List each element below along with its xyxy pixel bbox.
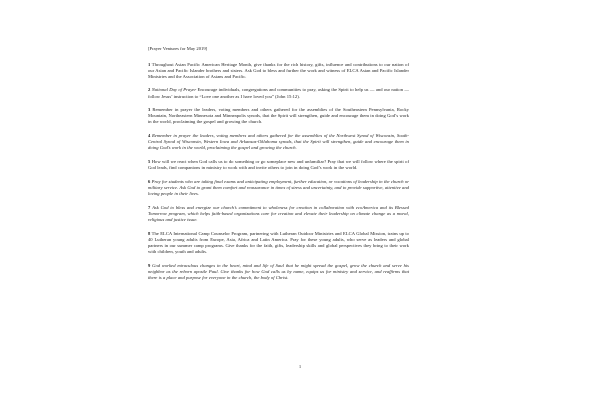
prayer-paragraph	[148, 159, 409, 171]
paragraph-number: 9	[148, 262, 151, 268]
paragraph-number: 3	[148, 107, 151, 113]
paragraph-text: Encourage individuals, congregations and communities to pray, asking the Spirit to help us — and our nation — follow Jesus’ instruction to “Love one another as I have loved you” (John 15:12).	[148, 87, 409, 99]
paragraph-text: Remember in prayer the leaders, voting members and others gathered for the assemblies of the Southeastern Pennsylvania, Rocky Mountain, Northeastern Minnesota and Minneapolis synods, that the Spirit will strengthen, guide and encourage them in doing God’s work in the world, proclaiming the gospel and growing the church.	[148, 107, 409, 125]
page-number: 1	[298, 364, 302, 369]
prayer-paragraph	[148, 231, 409, 255]
prayer-paragraph-list	[148, 62, 409, 281]
prayer-paragraph	[148, 87, 409, 99]
paragraph-text: Pray for students who are taking final exams and anticipating employment, further education, or vocations of leadership in the church or military service. Ask God to grant them comfort and reassurance in times of stress and uncertainty, and to provide supportive, attentive and loving people in their lives.	[148, 178, 409, 196]
prayer-paragraph	[148, 62, 409, 80]
prayer-paragraph	[148, 205, 409, 223]
document-header: [Prayer Ventures for May 2019]	[148, 46, 208, 51]
paragraph-number: 1	[148, 61, 151, 67]
paragraph-text: The ELCA International Camp Counselor Program, partnering with Lutheran Outdoor Ministries and ELCA Global Mission, trains up to 40 Lutheran young adults from Europe, Asia, Africa and Latin America. Pray for these young adults, who serve as leaders and global partners in our summer camp programs. Give thanks for the faith, gifts, leadership skills and global perspectives they bring to their work with children, youth and adults.	[148, 230, 409, 254]
prayer-paragraph	[148, 133, 409, 151]
prayer-paragraph	[148, 107, 409, 125]
paragraph-number: 7	[148, 204, 151, 210]
paragraph-title: National Day of Prayer	[151, 87, 197, 93]
paragraph-number: 8	[148, 230, 151, 236]
paragraph-text: Ask God to bless and energize our church’s commitment to wholeness for creation in collaboration with ecoAmerica and its Blessed Tomorrow program, which helps faith-based organizations care for creation and elevate their leadership on climate change as a moral, religious and justice issue.	[148, 204, 409, 222]
paragraph-text: How will we react when God calls us to do something or go someplace new and unfamiliar? Pray that we will follow where the spirit of God leads, find companions in ministry to work with and invite others to join in doing God’s work in the world.	[148, 159, 409, 171]
paragraph-number: 2	[148, 87, 151, 93]
paragraph-text: God worked miraculous changes in the heart, mind and life of Saul that he might spread the gospel, grow the church and serve his neighbor as the reborn apostle Paul. Give thanks for how God calls us by name, equips us for ministry and service, and reaffirms that there is a place and purpose for everyone in the church, the body of Christ.	[148, 262, 409, 280]
paragraph-text: Throughout Asian Pacific American Heritage Month, give thanks for the rich history, gifts, influence and contributions to our nation of our Asian and Pacific Islander brothers and sisters. Ask God to bless and further the work and witness of ELCA Asian and Pacific Islander Ministries and the Association of Asians and Pacific.	[148, 61, 409, 79]
paragraph-number: 6	[148, 178, 151, 184]
paragraph-number: 4	[148, 133, 151, 139]
prayer-paragraph	[148, 263, 409, 281]
paragraph-text: Remember in prayer the leaders, voting members and others gathered for the assemblies of the Northwest Synod of Wisconsin, South-Central Synod of Wisconsin, Western Iowa and Arkansas-Oklahoma synods, that the Spirit will strengthen, guide and encourage them in doing God’s work in the world, proclaiming the gospel and growing the church.	[148, 133, 409, 151]
document-text-block	[148, 46, 409, 281]
prayer-paragraph	[148, 179, 409, 197]
paragraph-number: 5	[148, 159, 151, 164]
